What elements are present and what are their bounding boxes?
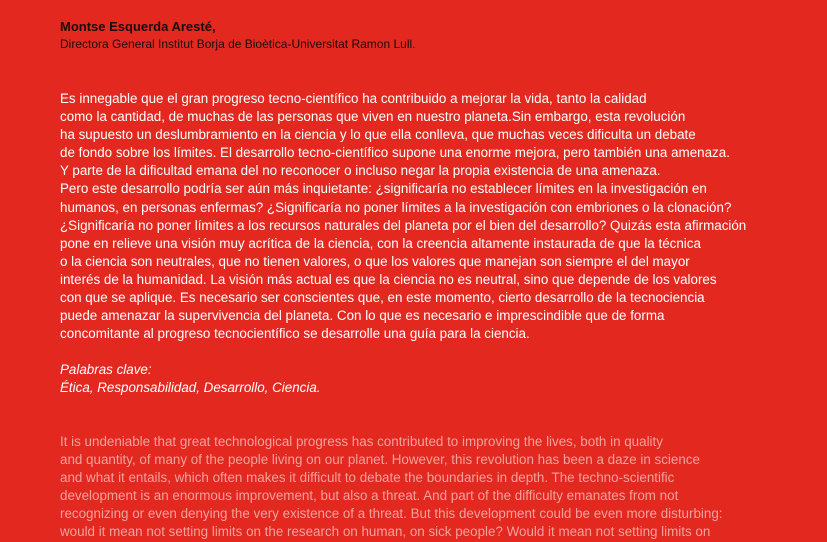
abstract-line: pone en relieve una visión muy acrítica de la ciencia, con la creencia altamente instaurada de que la técnica bbox=[60, 235, 701, 251]
author-affiliation: Directora General Institut Borja de Bioètica-Universitat Ramon Lull. bbox=[60, 37, 416, 51]
abstract-line-en: development is an enormous improvement, but also a threat. And part of the difficulty emanates from not bbox=[60, 488, 679, 504]
abstract-line: ¿Significaría no poner límites a los recursos naturales del planeta por el bien del desarrollo? Quizás esta afirmación bbox=[60, 217, 747, 233]
abstract-line-en: and what it entails, which often makes it difficult to debate the boundaries in depth. The techno-scientific bbox=[60, 470, 675, 486]
abstract-line: con que se aplique. Es necesario ser conscientes que, en este momento, cierto desarrollo de la tecnociencia bbox=[60, 290, 705, 306]
abstract-line: Y parte de la dificultad emana del no reconocer o incluso negar la propia existencia de una amenaza. bbox=[60, 163, 661, 179]
keywords-block bbox=[60, 361, 321, 397]
keywords-list: Ética, Responsabilidad, Desarrollo, Ciencia. bbox=[60, 380, 321, 396]
abstract-line: humanos, en personas enfermas? ¿Significaría no poner límites a la investigación con embriones o la clonación? bbox=[60, 199, 732, 215]
abstract-line: interés de la humanidad. La visión más actual es que la ciencia no es neutral, sino que depende de los valores bbox=[60, 271, 717, 287]
abstract-line: puede amenazar la supervivencia del planeta. Con lo que es necesario e imprescindible que de forma bbox=[60, 308, 665, 324]
abstract-line: concomitante al progreso tecnocientífico se desarrolle una guía para la ciencia. bbox=[60, 326, 530, 342]
abstract-spanish bbox=[60, 90, 820, 343]
abstract-line-en: It is undeniable that great technological progress has contributed to improving the lives, both in quality bbox=[60, 434, 663, 449]
abstract-english bbox=[60, 433, 820, 542]
abstract-line: de fondo sobre los límites. El desarrollo tecno-científico supone una enorme mejora, pero también una amenaza. bbox=[60, 145, 730, 161]
abstract-line: Es innegable que el gran progreso tecno-científico ha contribuido a mejorar la vida, tanto la calidad bbox=[60, 91, 647, 106]
abstract-line: Pero este desarrollo podría ser aún más inquietante: ¿significaría no establecer límites en la investigación en bbox=[60, 181, 707, 197]
author-name: Montse Esquerda Aresté, bbox=[60, 19, 216, 34]
keywords-label: Palabras clave: bbox=[60, 362, 152, 377]
abstract-line-en: and quantity, of many of the people living on our planet. However, this revolution has been a daze in science bbox=[60, 452, 700, 468]
abstract-line: como la cantidad, de muchas de las personas que viven en nuestro planeta.Sin embargo, esta revolución bbox=[60, 109, 686, 125]
abstract-line: o la ciencia son neutrales, que no tienen valores, o que los valores que manejan son siempre el del mayor bbox=[60, 253, 690, 269]
abstract-line-en: would it mean not setting limits on the research on human, on sick people? Would it mean not setting limits on bbox=[60, 524, 711, 540]
abstract-line-en: recognizing or even denying the very existence of a threat. But this development could be even more disturbing: bbox=[60, 506, 723, 522]
abstract-line: ha supuesto un deslumbramiento en la ciencia y lo que ella conlleva, que muchas veces dificulta un debate bbox=[60, 127, 696, 143]
